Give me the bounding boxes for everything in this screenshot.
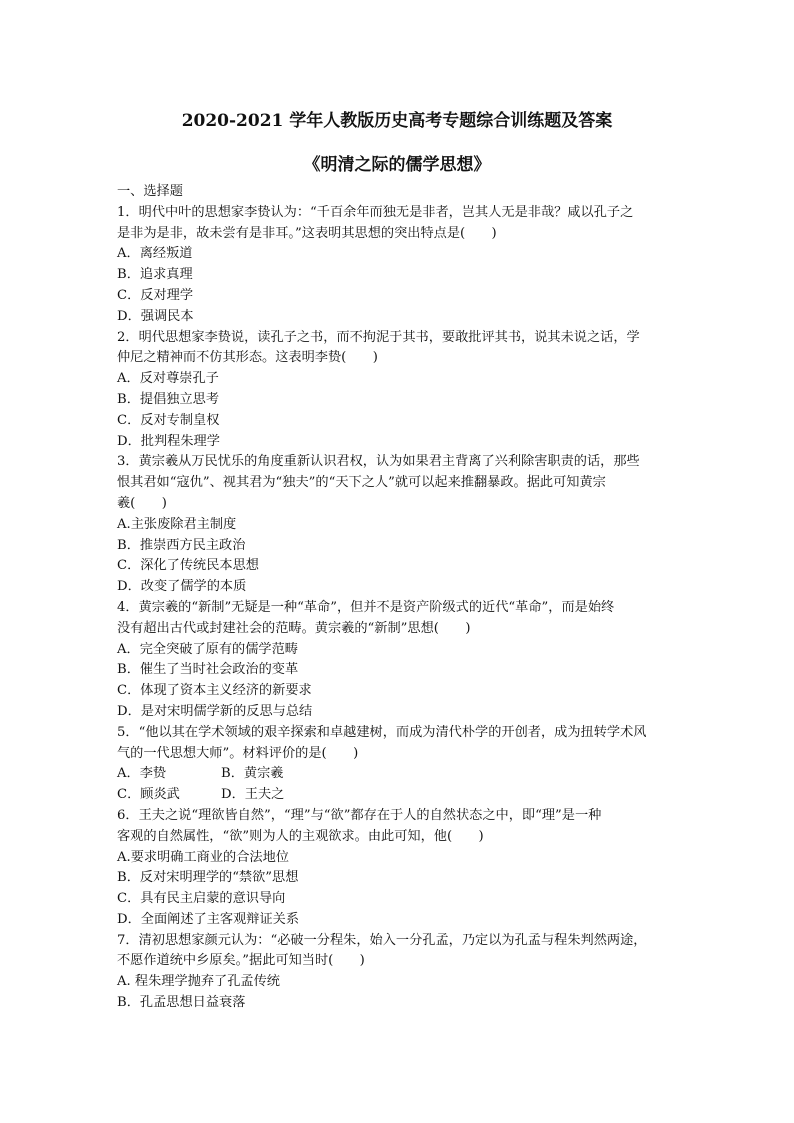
option-d: D．是对宋明儒学新的反思与总结 bbox=[117, 703, 313, 719]
question-text-line: 5．“他以其在学术领域的艰辛探索和卓越建树，而成为清代朴学的开创者，成为扭转学术风 bbox=[117, 724, 647, 740]
option-d: D．改变了儒学的本质 bbox=[117, 579, 247, 595]
option-a: A.要求明确工商业的合法地位 bbox=[117, 849, 289, 865]
option-d: D．王夫之 bbox=[221, 787, 285, 803]
option-c: C．具有民主启蒙的意识导向 bbox=[117, 891, 286, 907]
question-6 bbox=[117, 806, 679, 931]
option-c: C．反对理学 bbox=[117, 287, 194, 303]
question-text-line: 羲( ) bbox=[117, 495, 167, 511]
option-b: B．黄宗羲 bbox=[221, 766, 284, 782]
option-b: B．推崇西方民主政治 bbox=[117, 537, 246, 553]
question-text-line: 4．黄宗羲的“新制”无疑是一种“革命”，但并不是资产阶级式的近代“革命”，而是始终 bbox=[117, 599, 615, 615]
option-b: B．孔孟思想日益衰落 bbox=[117, 995, 246, 1011]
question-text-line: 6．王夫之说“理欲皆自然”，“理”与“欲”都存在于人的自然状态之中，即“理”是一种 bbox=[117, 807, 602, 823]
option-d: D．全面阐述了主客观辩证关系 bbox=[117, 911, 300, 927]
question-text-line: 不愿作道统中乡原矣。”据此可知当时( ) bbox=[117, 953, 365, 969]
question-text-line: 是非为是非，故未尝有是非耳。”这表明其思想的突出特点是( ) bbox=[117, 225, 497, 241]
question-text-line: 客观的自然属性，“欲”则为人的主观欲求。由此可知，他( ) bbox=[117, 828, 484, 844]
option-d: D．强调民本 bbox=[117, 308, 194, 324]
option-b: B．催生了当时社会政治的变革 bbox=[117, 662, 299, 678]
question-text-line: 没有超出古代或封建社会的范畴。黄宗羲的“新制”思想( ) bbox=[117, 620, 471, 636]
question-2 bbox=[117, 328, 679, 453]
document-subtitle: 《明清之际的儒学思想》 bbox=[303, 155, 491, 175]
option-d: D．批判程朱理学 bbox=[117, 433, 220, 449]
document-body bbox=[117, 182, 679, 1014]
option-a: A.主张废除君主制度 bbox=[117, 516, 237, 532]
option-b: B．反对宋明理学的“禁欲”思想 bbox=[117, 870, 299, 886]
question-text-line: 气的一代思想大师”。材料评价的是( ) bbox=[117, 745, 359, 761]
question-5 bbox=[117, 723, 679, 806]
option-a: A．反对尊崇孔子 bbox=[117, 371, 219, 387]
question-text-line: 2．明代思想家李贽说，读孔子之书，而不拘泥于其书，要敢批评其书，说其未说之话，学 bbox=[117, 329, 640, 345]
document-title: 2020-2021 学年人教版历史高考专题综合训练题及答案 bbox=[181, 111, 613, 131]
option-a: A. 程朱理学抛弃了孔孟传统 bbox=[117, 974, 280, 990]
option-b: B．追求真理 bbox=[117, 267, 193, 283]
question-text-line: 恨其君如“寇仇”、视其君为“独夫”的“天下之人”就可以起来推翻暴政。据此可知黄宗 bbox=[117, 475, 606, 491]
option-c: C．反对专制皇权 bbox=[117, 412, 220, 428]
option-a: A．离经叛道 bbox=[117, 246, 193, 262]
option-c: C．顾炎武 bbox=[117, 787, 180, 803]
option-c: C．体现了资本主义经济的新要求 bbox=[117, 683, 312, 699]
option-a: A．李贽 bbox=[117, 766, 167, 782]
option-c: C．深化了传统民本思想 bbox=[117, 558, 259, 574]
question-text-line: 1．明代中叶的思想家李贽认为：“千百余年而独无是非者，岂其人无是非哉？咸以孔子之 bbox=[117, 204, 634, 220]
question-3 bbox=[117, 452, 679, 598]
option-a: A．完全突破了原有的儒学范畴 bbox=[117, 641, 298, 657]
question-4 bbox=[117, 598, 679, 723]
option-row bbox=[117, 764, 679, 785]
option-b: B．提倡独立思考 bbox=[117, 391, 220, 407]
question-7 bbox=[117, 931, 679, 1014]
question-text-line: 7．清初思想家颜元认为：“必破一分程朱，始入一分孔孟，乃定以为孔孟与程朱判然两途， bbox=[117, 932, 647, 948]
option-row bbox=[117, 785, 679, 806]
question-1 bbox=[117, 203, 679, 328]
question-text-line: 3．黄宗羲从万民忧乐的角度重新认识君权，认为如果君主背离了兴利除害职责的话，那些 bbox=[117, 454, 640, 470]
question-text-line: 仲尼之精神而不仿其形态。这表明李贽( ) bbox=[117, 350, 378, 366]
section-heading: 一、选择题 bbox=[117, 184, 183, 199]
